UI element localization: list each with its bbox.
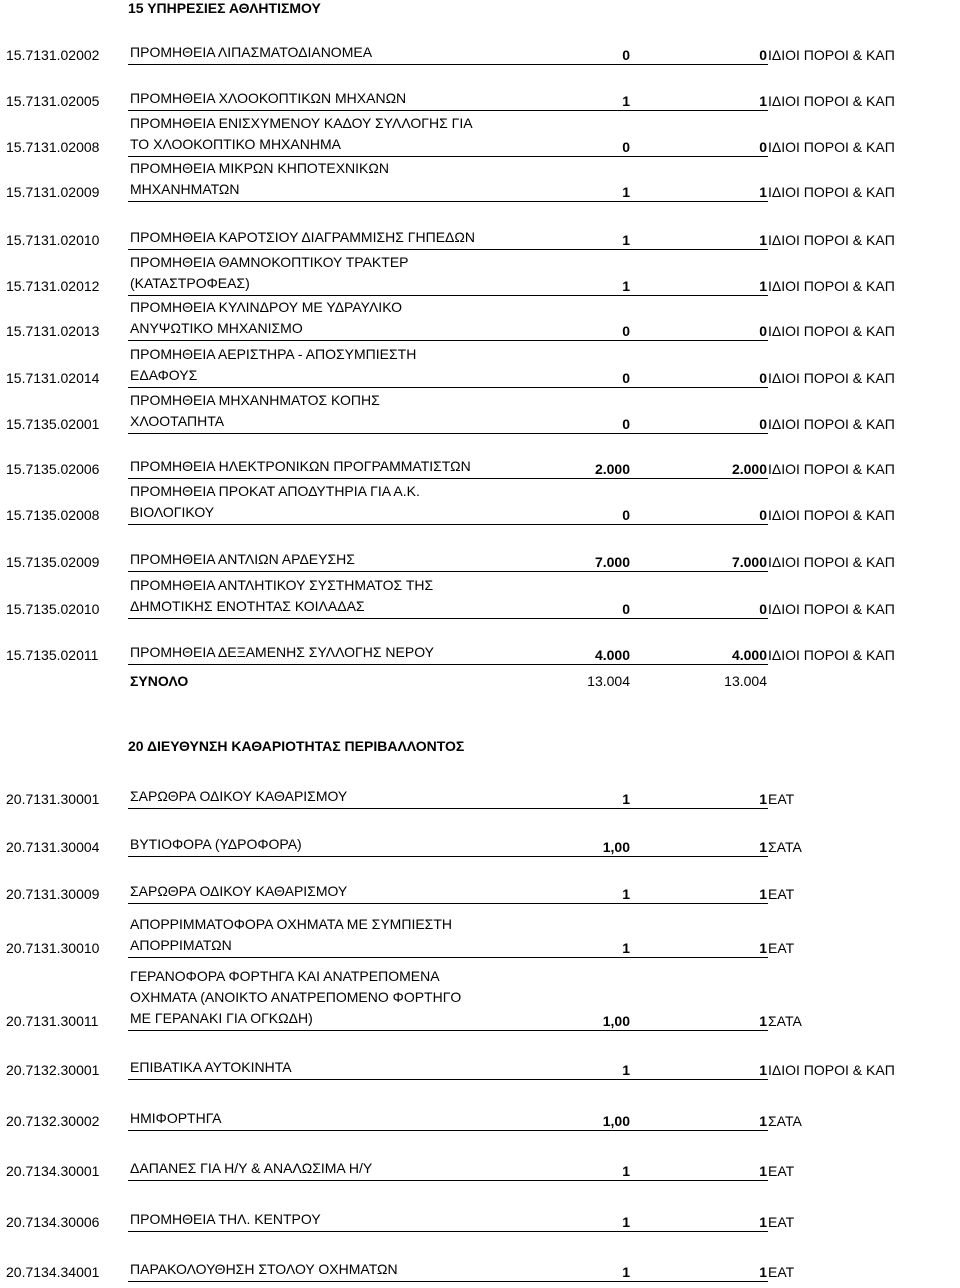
row-value-2: 2.000 [731,461,767,477]
row-funding-source: ΙΔΙΟΙ ΠΟΡΟΙ & ΚΑΠ [768,507,895,523]
row-funding-source: ΙΔΙΟΙ ΠΟΡΟΙ & ΚΑΠ [768,370,895,386]
row-funding-source: ΙΔΙΟΙ ΠΟΡΟΙ & ΚΑΠ [768,1062,895,1078]
row-value-1: 1 [622,886,630,902]
row-underline [128,1079,768,1080]
row-code: 15.7131.02002 [6,47,100,63]
row-description [130,786,347,807]
row-description [130,914,452,956]
row-value-2: 1 [759,1163,767,1179]
description-line: ΠΡΟΜΗΘΕΙΑ ΛΙΠΑΣΜΑΤΟΔΙΑΝΟΜΕΑ [130,44,373,60]
table-row [0,388,960,432]
description-line: ΑΠΟΡΡΙΜΜΑΤΟΦΟΡΑ ΟΧΗΜΑΤΑ ΜΕ ΣΥΜΠΙΕΣΤΗ [130,916,452,932]
row-code: 20.7134.30006 [6,1214,100,1230]
row-code: 20.7131.30010 [6,940,100,956]
description-line: (ΚΑΤΑΣΤΡΟΦΕΑΣ) [130,275,250,291]
row-value-1: 0 [622,47,630,63]
row-value-1: 1 [622,184,630,200]
row-value-2: 1 [759,1264,767,1280]
table-row [0,156,960,200]
description-line: ΕΠΙΒΑΤΙΚΑ ΑΥΤΟΚΙΝΗΤΑ [130,1059,292,1075]
row-code: 15.7135.02006 [6,461,100,477]
table-row [0,479,960,523]
description-line: ΜΗΧΑΝΗΜΑΤΩΝ [130,181,240,197]
row-code: 20.7131.30009 [6,886,100,902]
row-funding-source: ΙΔΙΟΙ ΠΟΡΟΙ & ΚΑΠ [768,416,895,432]
row-funding-source: ΙΔΙΟΙ ΠΟΡΟΙ & ΚΑΠ [768,232,895,248]
table-row [0,40,960,63]
row-description [130,1259,398,1280]
table-row [0,964,960,1029]
row-code: 15.7135.02009 [6,554,100,570]
row-code: 15.7135.02010 [6,601,100,617]
row-value-2: 1 [759,232,767,248]
table-row [0,454,960,477]
row-value-1: 1 [622,940,630,956]
row-funding-source: ΕΑΤ [768,1163,795,1179]
row-description [130,88,406,109]
table-row [0,573,960,617]
row-code: 20.7132.30002 [6,1113,100,1129]
row-code: 15.7131.02009 [6,184,100,200]
row-funding-source: ΕΑΤ [768,886,795,902]
row-value-2: 1 [759,1214,767,1230]
table-row [0,295,960,339]
row-value-1: 0 [622,139,630,155]
row-funding-source: ΣΑΤΑ [768,1013,802,1029]
table-row [0,342,960,386]
row-description [130,456,471,477]
row-underline [128,64,768,65]
description-line: ΗΜΙΦΟΡΤΗΓΑ [130,1110,222,1126]
description-line: ΠΡΟΜΗΘΕΙΑ ΗΛΕΚΤΡΟΝΙΚΩΝ ΠΡΟΓΡΑΜΜΑΤΙΣΤΩΝ [130,458,471,474]
row-underline [128,957,768,958]
row-value-1: 4.000 [594,647,630,663]
row-value-1: 1 [622,1264,630,1280]
row-description [130,42,372,63]
row-value-2: 1 [759,1062,767,1078]
row-underline [128,571,768,572]
description-line: ΠΡΟΜΗΘΕΙΑ ΑΝΤΛΗΤΙΚΟΥ ΣΥΣΤΗΜΑΤΟΣ ΤΗΣ [130,577,434,593]
row-value-2: 0 [759,323,767,339]
row-description [130,834,302,855]
description-line: ΜΕ ΓΕΡΑΝΑΚΙ ΓΙΑ ΟΓΚΩΔΗ) [130,1010,313,1026]
row-value-2: 1 [759,1113,767,1129]
row-code: 15.7131.02005 [6,93,100,109]
section-title: 20 ΔΙΕΥΘΥΝΣΗ ΚΑΘΑΡΙΟΤΗΤΑΣ ΠΕΡΙΒΑΛΛΟΝΤΟΣ [128,738,465,754]
row-funding-source: ΕΑΤ [768,791,795,807]
row-funding-source: ΙΔΙΟΙ ΠΟΡΟΙ & ΚΑΠ [768,461,895,477]
row-funding-source: ΙΔΙΟΙ ΠΟΡΟΙ & ΚΑΠ [768,93,895,109]
row-value-1: 1 [622,791,630,807]
description-line: ΠΡΟΜΗΘΕΙΑ ΧΛΟΟΚΟΠΤΙΚΩΝ ΜΗΧΑΝΩΝ [130,90,407,106]
total-row [0,669,960,689]
row-value-1: 1,00 [602,1113,630,1129]
description-line: ΕΔΑΦΟΥΣ [130,367,198,383]
row-code: 15.7131.02014 [6,370,100,386]
description-line: ΒΙΟΛΟΓΙΚΟΥ [130,504,215,520]
row-underline [128,1281,768,1282]
row-value-2: 1 [759,184,767,200]
table-row [0,1055,960,1078]
row-description [130,642,434,663]
row-code: 15.7131.02013 [6,323,100,339]
description-line: ΠΡΟΜΗΘΕΙΑ ΚΥΛΙΝΔΡΟΥ ΜΕ ΥΔΡΑΥΛΙΚΟ [130,299,402,315]
description-line: ΠΡΟΜΗΘΕΙΑ ΤΗΛ. ΚΕΝΤΡΟΥ [130,1211,321,1227]
row-code: 20.7131.30004 [6,839,100,855]
table-row [0,1106,960,1129]
table-row [0,225,960,248]
row-description [130,1158,372,1179]
table-row [0,640,960,663]
description-line: ΤΟ ΧΛΟΟΚΟΠΤΙΚΟ ΜΗΧΑΝΗΜΑ [130,136,341,152]
table-row [0,1257,960,1280]
row-description [130,227,475,248]
row-funding-source: ΙΔΙΟΙ ΠΟΡΟΙ & ΚΑΠ [768,601,895,617]
row-value-1: 0 [622,507,630,523]
row-value-2: 1 [759,1013,767,1029]
description-line: ΠΡΟΜΗΘΕΙΑ ΜΙΚΡΩΝ ΚΗΠΟΤΕΧΝΙΚΩΝ [130,160,389,176]
row-value-1: 1 [622,232,630,248]
row-value-1: 0 [622,416,630,432]
row-value-1: 1,00 [602,839,630,855]
row-underline [128,1231,768,1232]
row-funding-source: ΣΑΤΑ [768,839,802,855]
row-value-1: 1 [622,1214,630,1230]
description-line: ΠΑΡΑΚΟΛΟΥΘΗΣΗ ΣΤΟΛΟΥ ΟΧΗΜΑΤΩΝ [130,1261,398,1277]
row-value-1: 1 [622,1163,630,1179]
table-row [0,547,960,570]
row-funding-source: ΙΔΙΟΙ ΠΟΡΟΙ & ΚΑΠ [768,278,895,294]
description-line: ΒΥΤΙΟΦΟΡΑ (ΥΔΡΟΦΟΡΑ) [130,836,302,852]
table-row [0,111,960,155]
row-underline [128,903,768,904]
row-description [130,297,402,339]
description-line: ΠΡΟΜΗΘΕΙΑ ΘΑΜΝΟΚΟΠΤΙΚΟΥ ΤΡΑΚΤΕΡ [130,254,409,270]
description-line: ΧΛΟΟΤΑΠΗΤΑ [130,413,225,429]
row-description [130,1057,292,1078]
row-underline [128,664,768,665]
table-row [0,784,960,807]
row-code: 20.7132.30001 [6,1062,100,1078]
description-line: ΠΡΟΜΗΘΕΙΑ ΚΑΡΟΤΣΙΟΥ ΔΙΑΓΡΑΜΜΙΣΗΣ ΓΗΠΕΔΩΝ [130,229,475,245]
row-code: 20.7131.30011 [6,1013,99,1029]
row-description [130,549,355,570]
row-funding-source: ΙΔΙΟΙ ΠΟΡΟΙ & ΚΑΠ [768,139,895,155]
row-code: 20.7134.30001 [6,1163,100,1179]
table-row [0,879,960,902]
row-description [130,1209,321,1230]
row-code: 15.7135.02001 [6,416,100,432]
row-description [130,1108,222,1129]
row-code: 20.7131.30001 [6,791,100,807]
row-funding-source: ΙΔΙΟΙ ΠΟΡΟΙ & ΚΑΠ [768,184,895,200]
row-description [130,575,433,617]
row-value-1: 2.000 [594,461,630,477]
row-code: 15.7135.02008 [6,507,100,523]
row-value-2: 1 [759,93,767,109]
description-line: ΠΡΟΜΗΘΕΙΑ ΕΝΙΣΧΥΜΕΝΟΥ ΚΑΔΟΥ ΣΥΛΛΟΓΗΣ ΓΙΑ [130,115,473,131]
description-line: ΣΑΡΩΘΡΑ ΟΔΙΚΟΥ ΚΑΘΑΡΙΣΜΟΥ [130,788,348,804]
row-value-2: 1 [759,839,767,855]
row-underline [128,433,768,434]
row-underline [128,1030,768,1031]
row-value-2: 0 [759,47,767,63]
row-description [130,113,473,155]
row-value-2: 1 [759,278,767,294]
description-line: ΠΡΟΜΗΘΕΙΑ ΠΡΟΚΑΤ ΑΠΟΔΥΤΗΡΙΑ ΓΙΑ Α.Κ. [130,483,420,499]
row-value-2: 1 [759,791,767,807]
row-code: 15.7131.02010 [6,232,100,248]
row-value-1: 0 [622,370,630,386]
row-value-1: 0 [622,601,630,617]
table-row [0,1207,960,1230]
row-description [130,481,420,523]
total-label: ΣΥΝΟΛΟ [130,673,189,689]
table-row [0,832,960,855]
row-funding-source: ΕΑΤ [768,1214,795,1230]
row-description [130,158,389,200]
row-funding-source: ΙΔΙΟΙ ΠΟΡΟΙ & ΚΑΠ [768,554,895,570]
row-value-1: 0 [622,323,630,339]
row-value-2: 1 [759,886,767,902]
row-value-1: 1 [622,93,630,109]
row-funding-source: ΕΑΤ [768,1264,795,1280]
row-funding-source: ΙΔΙΟΙ ΠΟΡΟΙ & ΚΑΠ [768,323,895,339]
row-underline [128,618,768,619]
row-underline [128,856,768,857]
row-value-1: 7.000 [594,554,630,570]
row-funding-source: ΣΑΤΑ [768,1113,802,1129]
table-row [0,250,960,294]
description-line: ΟΧΗΜΑΤΑ (ΑΝΟΙΚΤΟ ΑΝΑΤΡΕΠΟΜΕΝΟ ΦΟΡΤΗΓΟ [130,989,462,1005]
row-funding-source: ΕΑΤ [768,940,795,956]
row-value-2: 0 [759,601,767,617]
row-funding-source: ΙΔΙΟΙ ΠΟΡΟΙ & ΚΑΠ [768,47,895,63]
description-line: ΑΠΟΡΡΙΜΑΤΩΝ [130,937,232,953]
description-line: ΠΡΟΜΗΘΕΙΑ ΜΗΧΑΝΗΜΑΤΟΣ ΚΟΠΗΣ [130,392,380,408]
row-funding-source: ΙΔΙΟΙ ΠΟΡΟΙ & ΚΑΠ [768,647,895,663]
row-code: 15.7131.02008 [6,139,100,155]
row-value-1: 1 [622,1062,630,1078]
row-description [130,252,409,294]
row-value-2: 7.000 [731,554,767,570]
section-title: 15 ΥΠΗΡΕΣΙΕΣ ΑΘΛΗΤΙΣΜΟΥ [128,0,321,16]
total-value-1: 13.004 [587,673,630,689]
total-value-2: 13.004 [724,673,767,689]
description-line: ΑΝΥΨΩΤΙΚΟ ΜΗΧΑΝΙΣΜΟ [130,320,303,336]
table-row [0,86,960,109]
row-underline [128,808,768,809]
row-description [130,966,461,1029]
row-value-2: 0 [759,370,767,386]
row-value-1: 1 [622,278,630,294]
description-line: ΔΗΜΟΤΙΚΗΣ ΕΝΟΤΗΤΑΣ ΚΟΙΛΑΔΑΣ [130,598,365,614]
description-line: ΣΑΡΩΘΡΑ ΟΔΙΚΟΥ ΚΑΘΑΡΙΣΜΟΥ [130,883,348,899]
description-line: ΔΑΠΑΝΕΣ ΓΙΑ Η/Υ & ΑΝΑΛΩΣΙΜΑ Η/Υ [130,1160,373,1176]
row-value-2: 0 [759,507,767,523]
row-code: 15.7131.02012 [6,278,100,294]
row-underline [128,524,768,525]
row-value-2: 0 [759,416,767,432]
row-description [130,344,416,386]
row-underline [128,340,768,341]
description-line: ΓΕΡΑΝΟΦΟΡΑ ΦΟΡΤΗΓΑ ΚΑΙ ΑΝΑΤΡΕΠΟΜΕΝΑ [130,968,440,984]
description-line: ΠΡΟΜΗΘΕΙΑ ΑΕΡΙΣΤΗΡΑ - ΑΠΟΣΥΜΠΙΕΣΤΗ [130,346,417,362]
row-code: 15.7135.02011 [6,647,99,663]
description-line: ΠΡΟΜΗΘΕΙΑ ΑΝΤΛΙΩΝ ΑΡΔΕΥΣΗΣ [130,551,355,567]
row-underline [128,1180,768,1181]
row-value-2: 4.000 [731,647,767,663]
table-row [0,912,960,956]
row-value-2: 0 [759,139,767,155]
row-underline [128,1130,768,1131]
row-value-2: 1 [759,940,767,956]
row-description [130,881,347,902]
row-value-1: 1,00 [602,1013,630,1029]
description-line: ΠΡΟΜΗΘΕΙΑ ΔΕΞΑΜΕΝΗΣ ΣΥΛΛΟΓΗΣ ΝΕΡΟΥ [130,644,434,660]
table-row [0,1156,960,1179]
row-underline [128,201,768,202]
row-description [130,390,380,432]
row-code: 20.7134.34001 [6,1264,100,1280]
